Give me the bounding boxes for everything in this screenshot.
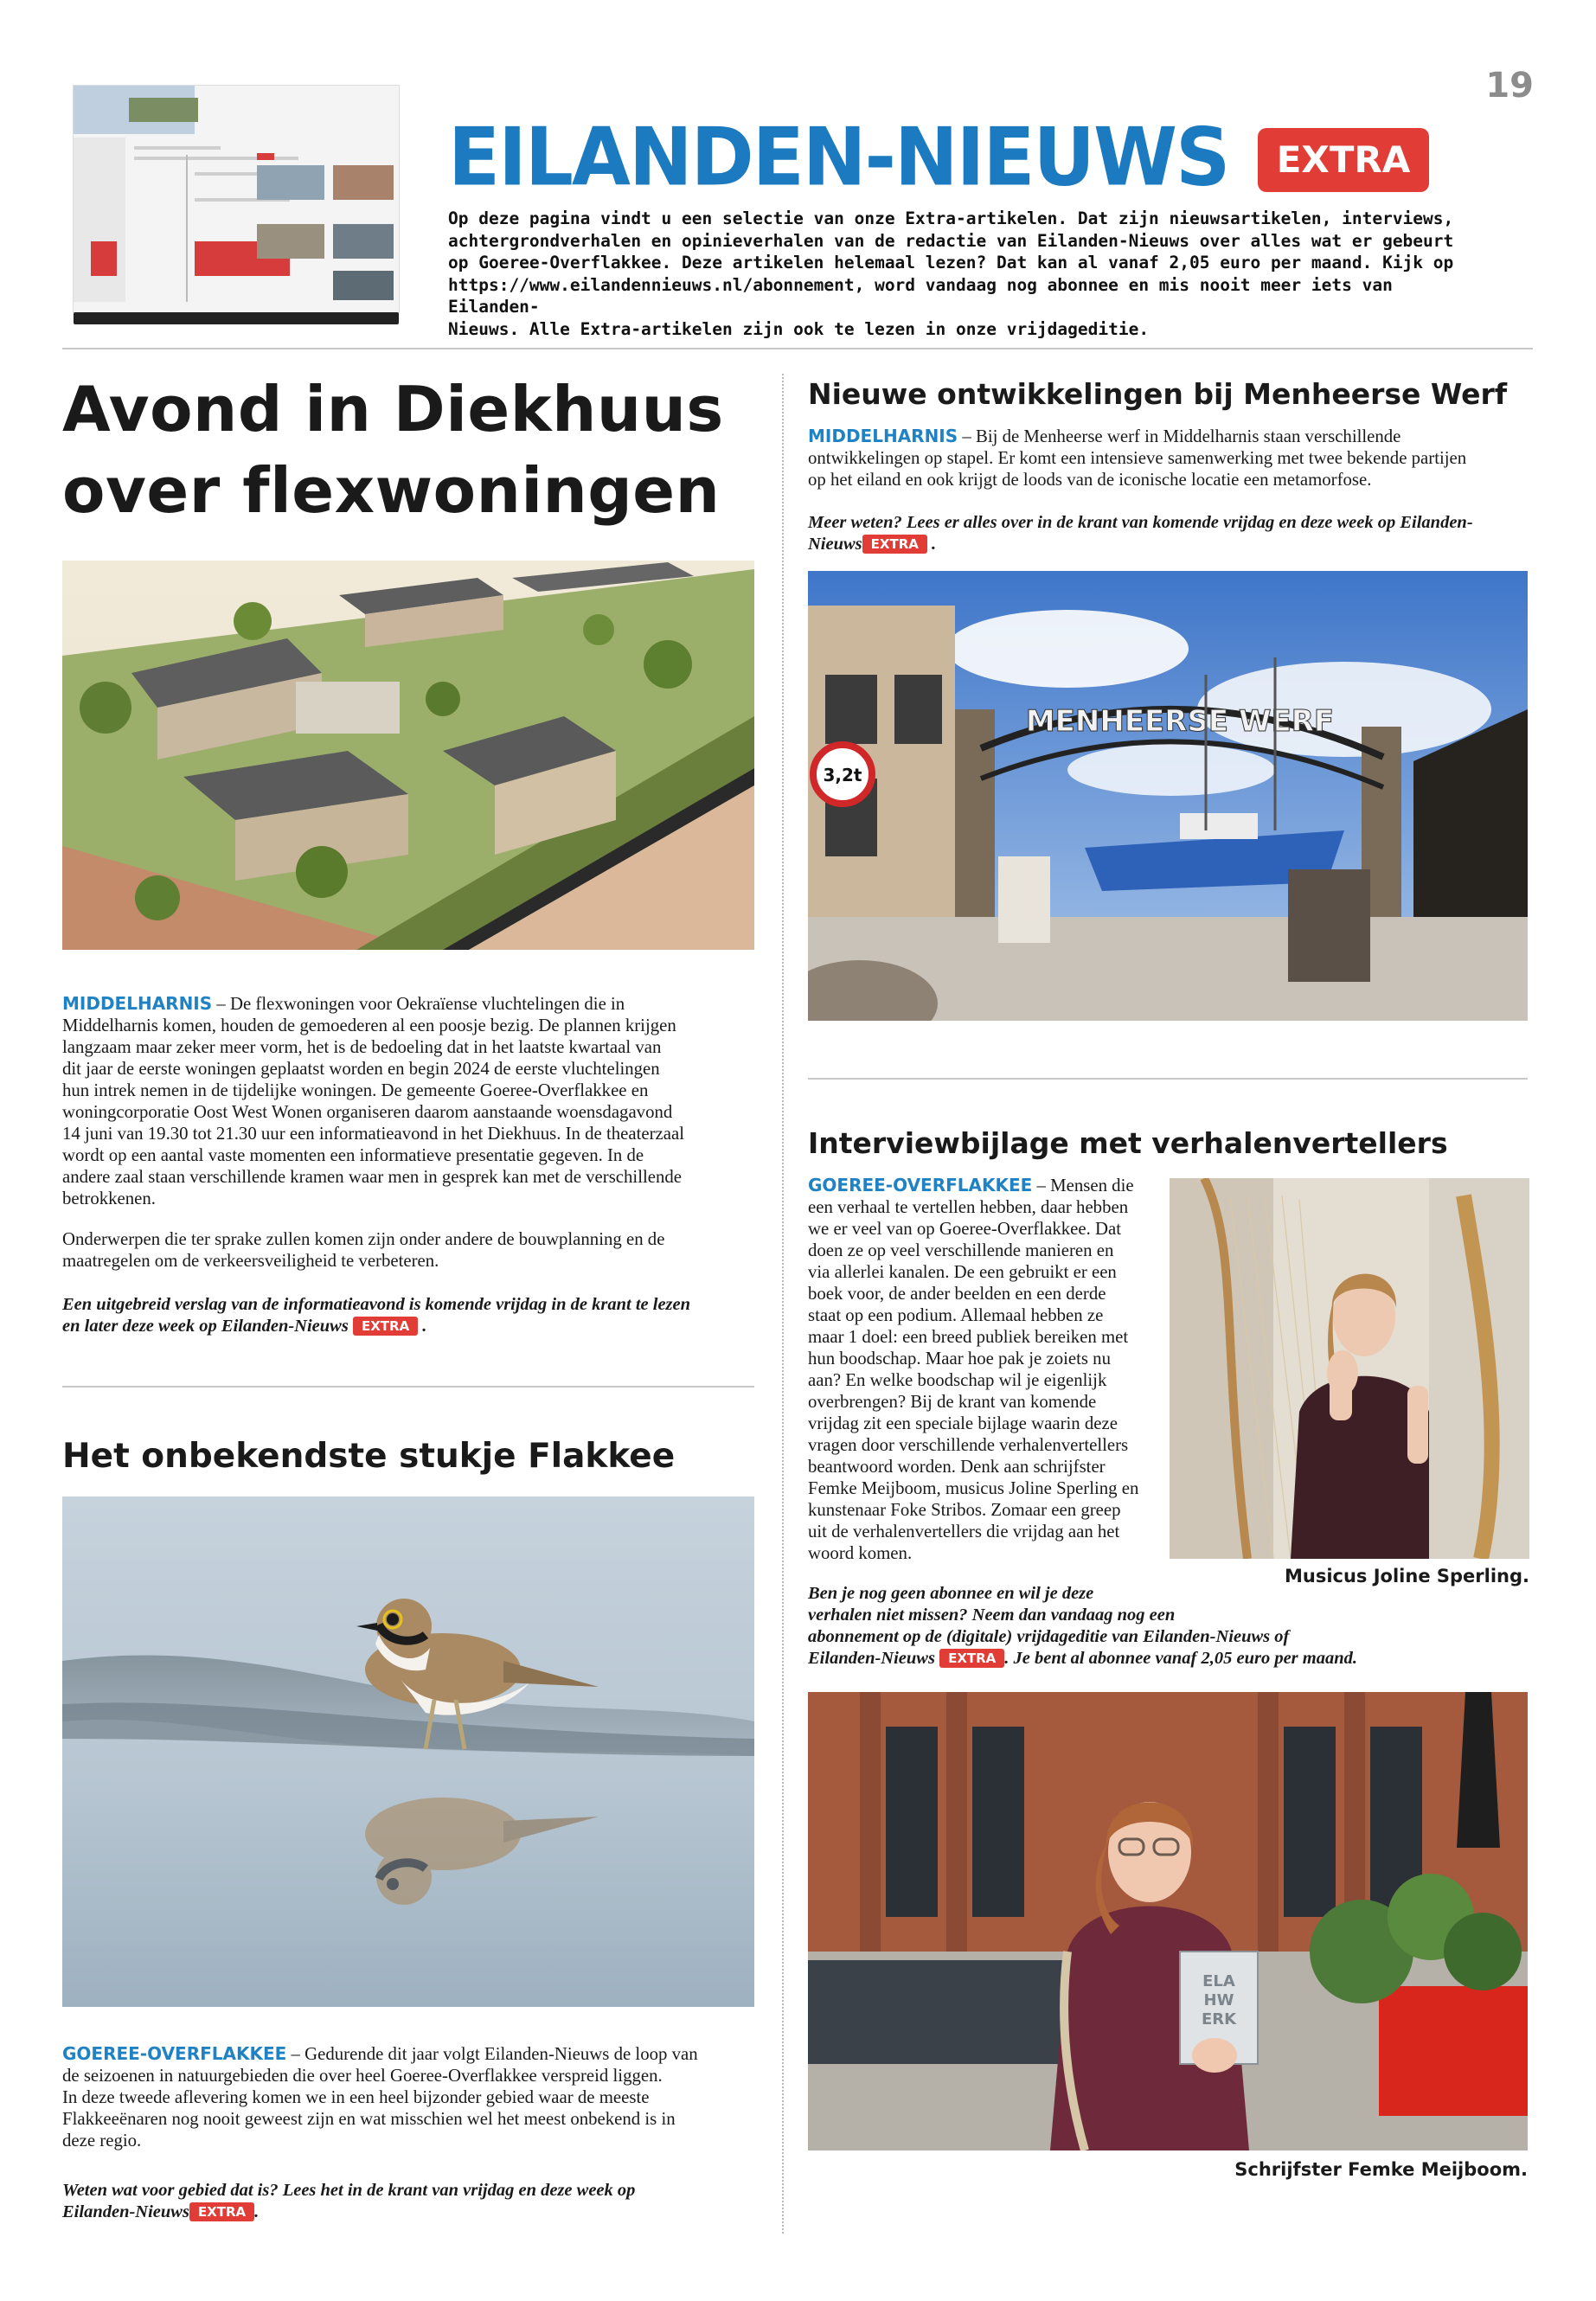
- road-sign-text: 3,2t: [823, 765, 862, 785]
- article-divider: [62, 1386, 754, 1388]
- flexwoningen-render-image: [62, 561, 754, 950]
- flakkee-note: Weten wat voor gebied dat is? Lees het in de krant van vrijdag en deze week op Eilanden-Nieuws EXTRA .: [62, 2181, 636, 2221]
- masthead-intro: Op deze pagina vindt u een selectie van onze Extra-artikelen. Dat zijn nieuwsartikelen, interviews, achtergrondverhalen en opinieverhalen van de redactie van Eilanden-Nieuws over alles wat er gebeurt op Goeree-Overflakkee. Deze artikelen helemaal lezen? Dat kan al vanaf 2,05 euro per maand. Kijk op https://www.eilandennieuws.nl/abonnement, word vandaag nog abonnee en mis nooit meer iets van Eilanden- Nieuws. Alle Extra-artikelen zijn ook te lezen in onze vrijdageditie.: [448, 208, 1454, 339]
- plover-bird-image: [62, 1497, 754, 2007]
- article-divider: [808, 1078, 1528, 1080]
- book-cover-text: ELA HW ERK: [1201, 1972, 1237, 2029]
- page-number: 19: [1485, 66, 1534, 106]
- diekhuus-place: MIDDELHARNIS: [62, 993, 213, 1014]
- masthead-divider: [62, 348, 1533, 349]
- diekhuus-note: Een uitgebreid verslag van de informatieavond is komende vrijdag in de krant te lezen en later deze week op Eilanden-Nieuws EXTRA .: [62, 1295, 691, 1336]
- joline-caption: Musicus Joline Sperling.: [1284, 1566, 1529, 1586]
- werf-place: MIDDELHARNIS: [808, 426, 958, 446]
- diekhuus-headline: Avond in Diekhuus over flexwoningen: [62, 373, 724, 527]
- extra-badge: EXTRA: [1258, 128, 1429, 192]
- harp-musician-image: [1170, 1178, 1529, 1559]
- extra-badge-inline: EXTRA: [939, 1649, 1004, 1668]
- extra-badge-inline: EXTRA: [189, 2202, 254, 2221]
- menheerse-werf-gate-image: [808, 571, 1528, 1021]
- interview-headline: Interviewbijlage met verhalenvertellers: [808, 1126, 1448, 1160]
- eilanden-nieuws-logo: EILANDEN-NIEUWS: [448, 110, 1229, 204]
- interview-place: GOEREE-OVERFLAKKEE: [808, 1175, 1033, 1195]
- diekhuus-body: MIDDELHARNIS – De flexwoningen voor Oekraïense vluchtelingen die in Middelharnis komen, houden de gemoederen al een poosje bezig. De plannen krijgen langzaam maar zeker meer vorm, het is de bedoeling dat in het laatste kwartaal van dit jaar de eerste woningen geplaatst worden en begin 2024 de eerste vluchtelingen hun intrek nemen in de tijdelijke woningen. De gemeente Goeree-Overflakkee en woningcorporatie Oost West Wonen organiseren daarom aanstaande woensdagavond 14 juni van 19.30 tot 21.30 uur een informatieavond in het Diekhuus. In de theaterzaal wordt op een aantal vaste momenten een informatieve presentatie gegeven. In de andere zaal staan verschillende kramen waar men in gesprek kan met de verschillende betrokkenen. Onderwerpen die ter sprake zullen komen zijn onder andere de bouwplanning en de maatregelen om de verkeersveiligheid te verbeteren.: [62, 993, 685, 1271]
- column-divider: [782, 374, 784, 2234]
- author-femke-image: [808, 1692, 1528, 2150]
- flakkee-body: GOEREE-OVERFLAKKEE – Gedurende dit jaar volgt Eilanden-Nieuws de loop van de seizoenen in natuurgebieden die over heel Goeree-Overflakkee verspreid liggen. In deze tweede aflevering komen we in een heel bijzonder gebied waar de meeste Flakkeeënaren nog nooit geweest zijn en wat misschien wel het meest onbekend is in deze regio.: [62, 2043, 698, 2150]
- gate-sign-text: MENHEERSE WERF: [1025, 704, 1335, 739]
- werf-headline: Nieuwe ontwikkelingen bij Menheerse Werf: [808, 377, 1508, 411]
- interview-note: Ben je nog geen abonnee en wil je deze verhalen niet missen? Neem dan vandaag nog een abonnement op de (digitale) vrijdageditie van Eilanden-Nieuws of Eilanden-Nieuws EXTRA . Je bent al abonnee vanaf 2,05 euro per maand.: [808, 1584, 1357, 1668]
- femke-caption: Schrijfster Femke Meijboom.: [1234, 2159, 1528, 2180]
- newspaper-thumbnail-image: [73, 85, 400, 313]
- flakkee-place: GOEREE-OVERFLAKKEE: [62, 2043, 287, 2064]
- extra-badge-inline: EXTRA: [353, 1317, 418, 1336]
- werf-note: Meer weten? Lees er alles over in de krant van komende vrijdag en deze week op Eilanden- Nieuws EXTRA .: [808, 513, 1473, 554]
- interview-body: GOEREE-OVERFLAKKEE – Mensen die een verhaal te vertellen hebben, daar hebben we er veel van op Goeree-Overflakkee. Dat doen ze op veel verschillende manieren en via allerlei kanalen. De een gebruikt er een boek voor, de ander beelden en een derde staat op een podium. Allemaal hebben ze maar 1 doel: een breed publiek bereiken met hun boodschap. Maar hoe pak je zoiets nu aan? En welke boodschap wil je eigenlijk overbrengen? Bij de krant van komende vrijdag zit een speciale bijlage waarin deze vragen door verschillende verhalenvertellers beantwoord worden. Denk aan schrijfster Femke Meijboom, musicus Joline Sperling en kunstenaar Foke Stribos. Zomaar een greep uit de verhalenvertellers die vrijdag aan het woord komen.: [808, 1175, 1139, 1563]
- flakkee-headline: Het onbekendste stukje Flakkee: [62, 1437, 676, 1476]
- extra-badge-inline: EXTRA: [862, 535, 927, 554]
- werf-body: MIDDELHARNIS – Bij de Menheerse werf in Middelharnis staan verschillende ontwikkelingen op stapel. Er komt een intensieve samenwerking met twee bekende partijen op het eiland en ook krijgt de loods van de iconische locatie een metamorfose.: [808, 426, 1467, 490]
